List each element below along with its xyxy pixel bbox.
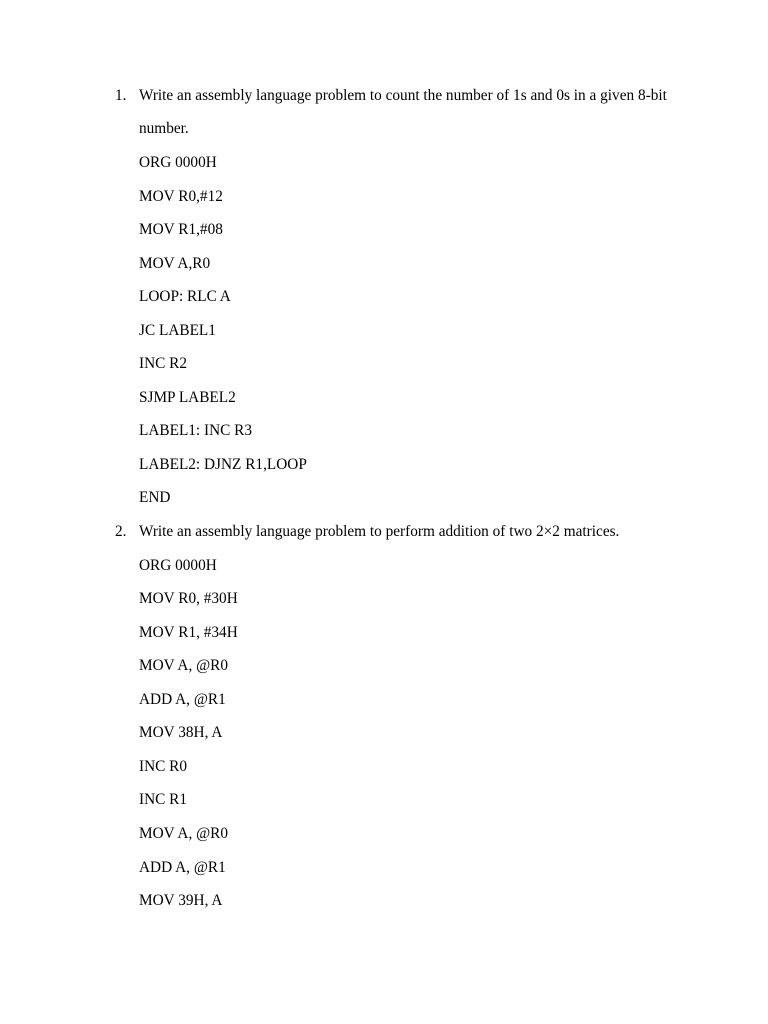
document-page: 1. Write an assembly language problem to count the number of 1s and 0s in a given 8-bit number. ORG 0000H MOV R0,#12 MOV R1,#08 MOV A,R0 LOOP: RLC A JC LABEL1 INC R2 SJMP LABEL2 LABEL1: INC R3 LABEL2: DJNZ R1,LOOP END 2. Write an assembly language problem to perform addition of two 2×2 matrices. ORG 0000H MOV R0, #30H MOV R1, #34H MOV A, @R0 ADD A, @R1 MOV 38H, A INC R0 INC R1 MOV A, @R0 ADD A, @R1 MOV 39H, A: [115, 87, 667, 909]
question-1-number: 1.: [115, 87, 127, 104]
question-2-prompt: Write an assembly language problem to perform addition of two 2×2 matrices.: [139, 523, 620, 540]
question-1-prompt: Write an assembly language problem to count the number of 1s and 0s in a given 8-bit: [139, 87, 667, 104]
question-2-number: 2.: [115, 523, 127, 540]
